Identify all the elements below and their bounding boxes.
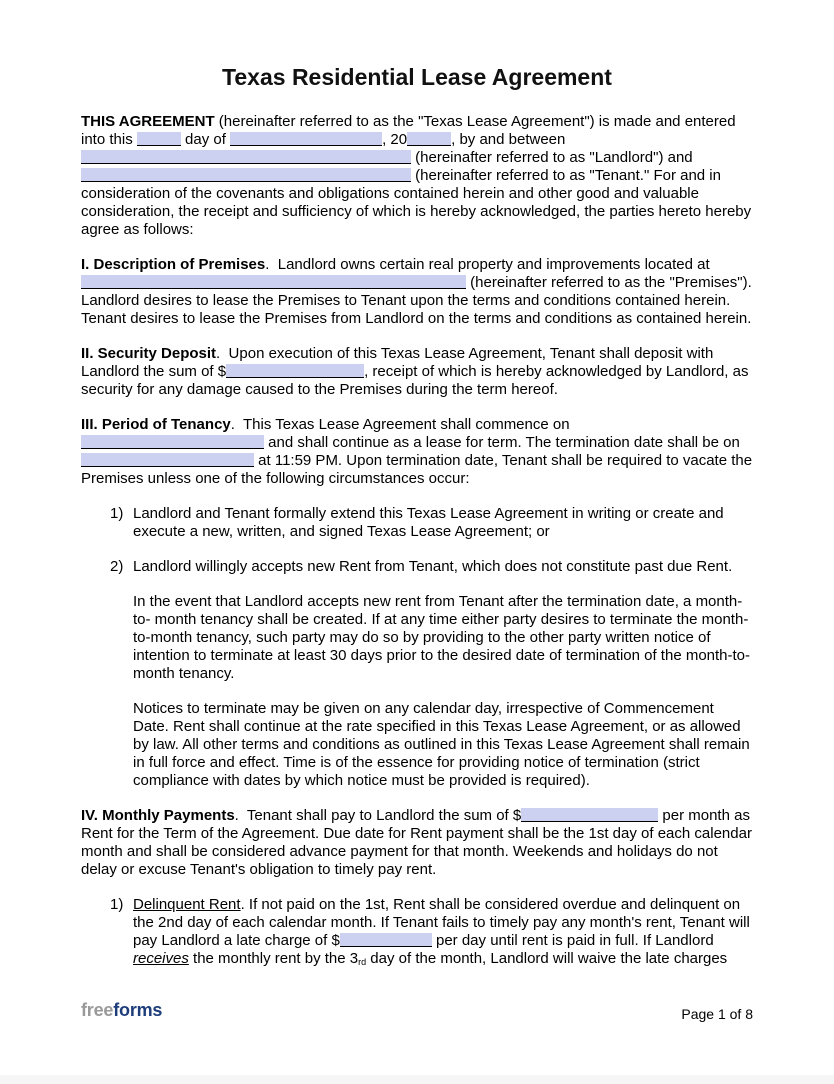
page-number: Page 1 of 8 <box>681 1006 753 1022</box>
receives-emphasis: receives <box>133 950 189 967</box>
intro-text-6: (hereinafter referred to as "Tenant." For and in consideration of the covenants and obligations contained herein and other good and valuable consideration, the receipt and sufficiency of which is hereby acknowledged, the parties hereto hereby agree as follows: <box>81 167 752 238</box>
monthly-rent-field[interactable] <box>521 808 658 822</box>
section-1-text-2: (hereinafter referred to as the "Premises"). Landlord desires to lease the Premises to Tenant upon the terms and conditions contained herein. Tenant desires to lease the Premises from Landlord on the terms and conditions as contained herein. <box>81 274 752 327</box>
section-1-text-1: . Landlord owns certain real property and improvements located at <box>265 256 710 273</box>
tenancy-list-item-2 <box>81 558 753 576</box>
section-4-text-1: . Tenant shall pay to Landlord the sum of $ <box>234 807 522 824</box>
premises-address-field[interactable] <box>81 275 466 289</box>
section-description-of-premises <box>81 256 753 328</box>
delinquent-text-4: day of the month, Landlord will waive the late charges <box>366 950 728 967</box>
section-2-text-1: . Upon execution of this Texas Lease Agreement, Tenant shall deposit with Landlord the sum of $ <box>81 345 714 380</box>
delinquent-text-2: per day until rent is paid in full. If Landlord <box>431 932 714 949</box>
section-1-heading: I. Description of Premises <box>81 256 266 273</box>
month-field[interactable] <box>230 132 382 146</box>
list-number: 1) <box>110 896 124 913</box>
intro-text-3: , 20 <box>382 131 408 148</box>
security-deposit-amount-field[interactable] <box>226 364 364 378</box>
section-period-of-tenancy <box>81 416 753 488</box>
section-4-text-2: per month as Rent for the Term of the Agreement. Due date for Rent payment shall be the 1st day of each calendar month and shall be considered advance payment for that month. Weekends and holidays do not delay or excuse Tenant's obligation to timely pay rent. <box>81 807 752 878</box>
intro-text-1: (hereinafter referred to as the "Texas Lease Agreement") is made and entered into this <box>81 113 736 148</box>
section-3-text-3: at 11:59 PM. Upon termination date, Tenant shall be required to vacate the Premises unless one of the following circumstances occur: <box>81 452 753 487</box>
landlord-name-field[interactable] <box>81 150 411 164</box>
agreement-lead: THIS AGREEMENT <box>81 113 215 130</box>
logo-free-text: free <box>81 1000 114 1020</box>
delinquent-rent-list-item <box>81 896 753 969</box>
month-to-month-paragraph: In the event that Landlord accepts new rent from Tenant after the termination date, a month-to- month tenancy shall be created. If at any time either party desires to terminate the month-to-month tenancy, such party may do so by providing to the other party written notice of intention to terminate at least 30 days prior to the desired date of termination of the month-to-month tenancy. <box>133 593 751 682</box>
termination-date-field[interactable] <box>81 453 254 467</box>
intro-text-4: , by and between <box>451 131 566 148</box>
section-3-text-1: . This Texas Lease Agreement shall commence on <box>230 416 570 433</box>
section-3-heading: III. Period of Tenancy <box>81 416 231 433</box>
commencement-date-field[interactable] <box>81 435 264 449</box>
delinquent-text-3: the monthly rent by the 3 <box>188 950 359 967</box>
section-security-deposit <box>81 345 753 399</box>
year-field[interactable] <box>407 132 451 146</box>
list-number: 2) <box>110 558 124 575</box>
intro-text-5: (hereinafter referred to as "Landlord") and <box>411 149 693 166</box>
delinquent-rent-text <box>133 896 753 969</box>
intro-paragraph <box>81 113 753 239</box>
section-monthly-payments <box>81 807 753 879</box>
late-charge-amount-field[interactable] <box>340 933 432 947</box>
list-number: 1) <box>110 505 124 522</box>
freeforms-logo <box>81 1000 162 1021</box>
section-3-text-2: and shall continue as a lease for term. The termination date shall be on <box>264 434 740 451</box>
ordinal-suffix: rd <box>358 957 367 967</box>
section-2-heading: II. Security Deposit <box>81 345 217 362</box>
delinquent-rent-label: Delinquent Rent <box>133 896 241 913</box>
tenancy-item-2-text: Landlord willingly accepts new Rent from Tenant, which does not constitute past due Rent. <box>133 558 733 575</box>
document-title: Texas Residential Lease Agreement <box>222 64 612 90</box>
tenancy-list-item-1 <box>81 505 753 541</box>
section-4-heading: IV. Monthly Payments <box>81 807 235 824</box>
notices-paragraph: Notices to terminate may be given on any calendar day, irrespective of Commencement Date. Rent shall continue at the rate specified in this Texas Lease Agreement, or as allowed by law. All other terms and conditions as outlined in this Texas Lease Agreement shall remain in full force and effect. Time is of the essence for providing notice of termination (strict compliance with dates by which notice must be provided is required). <box>133 700 750 789</box>
page-bottom-edge <box>0 1075 834 1084</box>
page-footer <box>81 1000 753 1022</box>
section-2-text-2: , receipt of which is hereby acknowledged by Landlord, as security for any damage caused to the Premises during the term hereof. <box>81 363 749 398</box>
tenant-name-field[interactable] <box>81 168 411 182</box>
intro-text-2: day of <box>180 131 231 148</box>
tenancy-item-1-text: Landlord and Tenant formally extend this Texas Lease Agreement in writing or create and execute a new, written, and signed Texas Lease Agreement; or <box>133 505 724 540</box>
logo-forms-text: forms <box>113 1000 163 1020</box>
delinquent-text-1: . If not paid on the 1st, Rent shall be considered overdue and delinquent on the 2nd day of each calendar month. If Tenant fails to timely pay any month's rent, Tenant will pay Landlord a late charge of $ <box>133 896 750 949</box>
day-field[interactable] <box>137 132 181 146</box>
